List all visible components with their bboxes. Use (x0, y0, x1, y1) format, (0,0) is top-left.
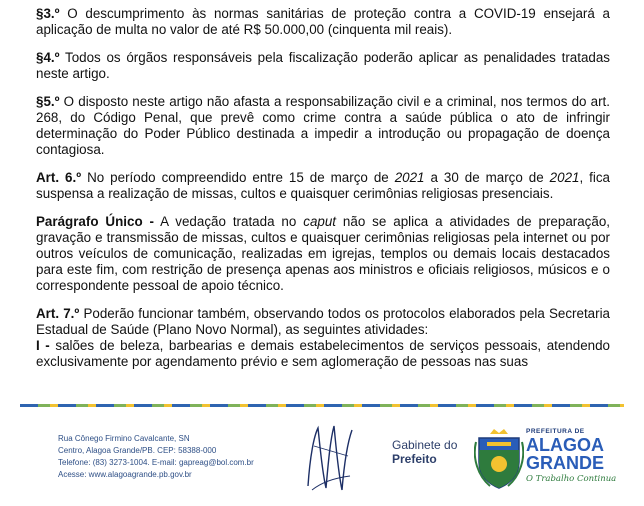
signature-mark (300, 416, 360, 498)
paragraph-4 (36, 50, 610, 82)
address-line-2: Centro, Alagoa Grande/PB. CEP: 58388-000 (58, 446, 217, 455)
paragraph-5-label: §5.º (36, 94, 60, 109)
paragrafo-unico-text-2: não se aplica a atividades de preparação, gravação e transmissão de missas, cultos e quaisquer cerimônias religiosas pela internet ou por outros veículos de comunicação, realizadas em igrejas, templos ou demais locais destacados para este fim, com restrição de presença apenas aos ministros e oficiais religiosos, músicos e o correspondente pessoal de apoio técnico. (36, 214, 610, 293)
item-1-label: I - (36, 338, 50, 353)
paragraph-3-label: §3.º (36, 6, 60, 21)
paragraph-3 (36, 6, 610, 38)
address-line-1: Rua Cônego Firmino Cavalcante, SN (58, 434, 190, 443)
article-7-text: Poderão funcionar também, observando todos os protocolos elaborados pela Secretaria Estadual de Saúde (Plano Novo Normal), as seguintes atividades: (36, 306, 611, 337)
gabinete-line-1: Gabinete do (392, 438, 458, 452)
article-7-item-1 (36, 338, 610, 370)
footer-divider (20, 404, 624, 407)
paragrafo-unico (36, 214, 610, 294)
article-6-text-1: No período compreendido entre 15 de março de (81, 170, 395, 185)
paragrafo-unico-caput: caput (303, 214, 337, 229)
article-6-year-2: 2021 (549, 170, 580, 185)
paragraph-5-text: O disposto neste artigo não afasta a responsabilização civil e a criminal, nos termos do art. 268, do Código Penal, que prevê como crime contra a saúde pública o ato de infringir determinação do Poder Público destinada a impedir a introdução ou propagação de doença contagiosa. (36, 94, 610, 157)
city-seal-icon (474, 428, 524, 490)
gabinete-label (392, 438, 472, 466)
brand-line-1: ALAGOA (526, 435, 604, 455)
brand-top: PREFEITURA DE (526, 428, 585, 435)
paragrafo-unico-label: Parágrafo Único - (36, 214, 154, 229)
item-1-text: salões de beleza, barbearias e demais estabelecimentos de serviços pessoais, atendendo exclusivamente por agendamento prévio e sem aglomeração de pessoas nas suas (36, 338, 610, 369)
article-6-text-3: , fica suspensa a realização de missas, cultos e quaisquer cerimônias religiosas presenciais. (36, 170, 611, 201)
article-7-label: Art. 7.º (36, 306, 80, 321)
article-6-year-1: 2021 (394, 170, 425, 185)
paragraph-3-text: O descumprimento às normas sanitárias de proteção contra a COVID-19 ensejará a aplicação de multa no valor de até R$ 50.000,00 (cinquenta mil reais). (36, 6, 610, 37)
letterhead-footer (0, 408, 644, 506)
article-6-text-2: a 30 de março de (424, 170, 550, 185)
address-line-4: Acesse: www.alagoagrande.pb.gov.br (58, 470, 192, 479)
document-body (36, 6, 610, 370)
brand-slogan: O Trabalho Continua (526, 474, 617, 484)
paragraph-4-text: Todos os órgãos responsáveis pela fiscalização poderão aplicar as penalidades tratadas neste artigo. (36, 50, 610, 81)
paragraph-4-label: §4.º (36, 50, 60, 65)
city-brand (526, 428, 636, 484)
address-line-3: Telefone: (83) 3273-1004. E-mail: gapreag@bol.com.br (58, 458, 254, 467)
article-7 (36, 306, 610, 338)
article-6-label: Art. 6.º (36, 170, 82, 185)
brand-line-2: GRANDE (526, 453, 605, 473)
gabinete-line-2: Prefeito (392, 452, 437, 466)
footer-address (58, 433, 254, 481)
paragraph-5 (36, 94, 610, 158)
article-6 (36, 170, 610, 202)
paragrafo-unico-text-1: A vedação tratada no (154, 214, 304, 229)
